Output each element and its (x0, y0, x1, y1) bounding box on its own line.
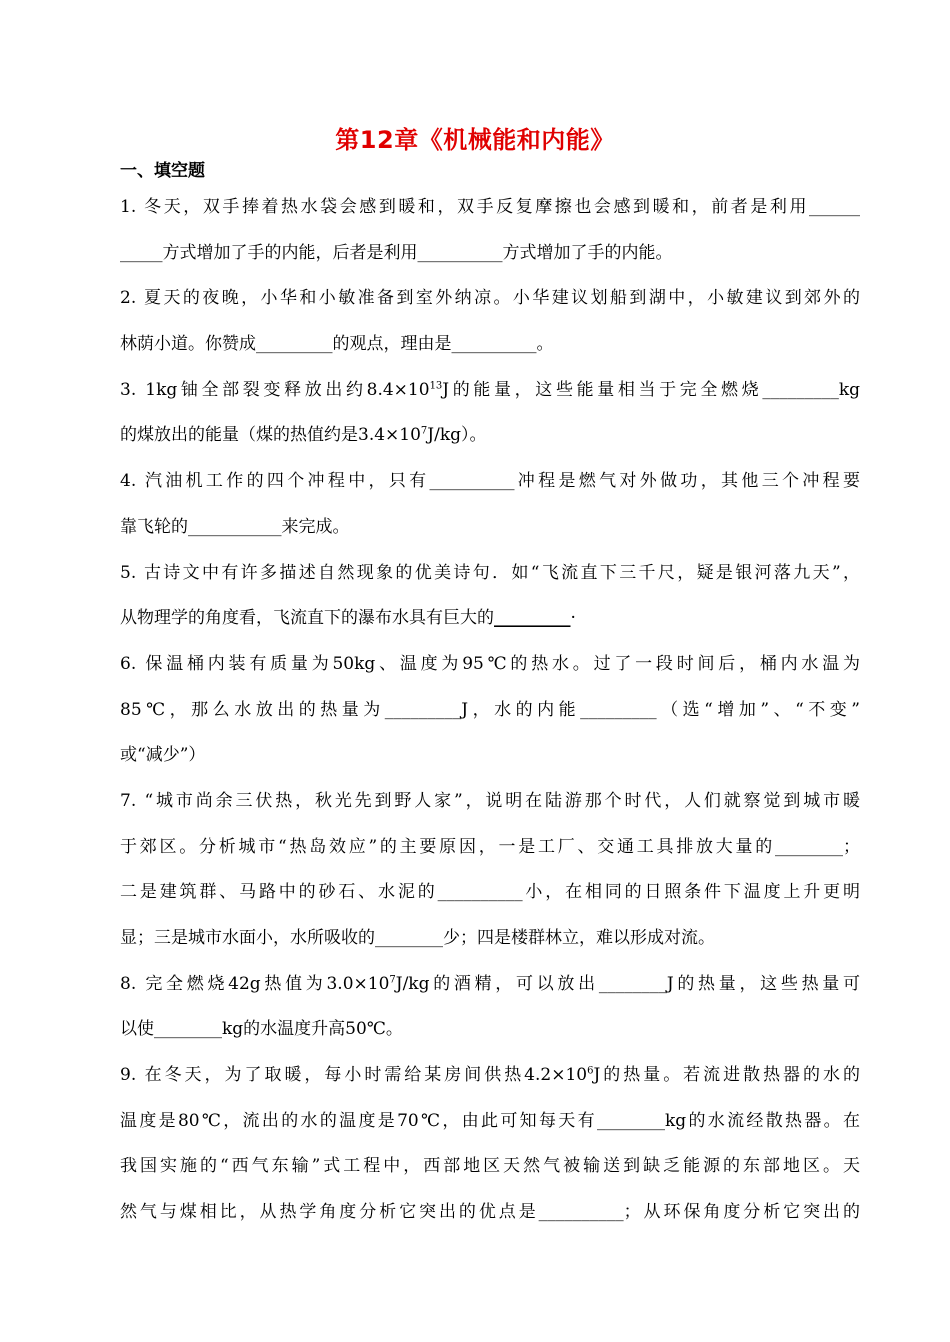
text-line-continuation: J的能量，这些能量相当于完全燃烧_________kg (442, 379, 860, 400)
answer-blank: _________ (494, 608, 571, 629)
text-line (120, 825, 860, 871)
exponent: 7 (389, 974, 396, 986)
text-line-content: 以使________kg的水温度升高50℃。 (120, 1019, 403, 1040)
text-line (120, 459, 860, 505)
text-line-content: 3. 1kg铀全部裂变释放出约8.4×10 (120, 379, 430, 400)
text-line (120, 551, 860, 597)
text-line-content: 85℃，那么水放出的热量为_________J，水的内能_________（选“增加”、“不变” (120, 699, 860, 720)
text-line (120, 596, 860, 642)
text-line (120, 870, 860, 916)
text-line (120, 1053, 860, 1099)
text-line-content: _____方式增加了手的内能，后者是利用__________方式增加了手的内能。 (120, 242, 673, 263)
page-title: 第12章《机械能和内能》 (335, 126, 615, 154)
text-line-continuation: J的热量。若流进散热器的水的 (593, 1065, 860, 1086)
text-line (120, 642, 860, 688)
text-line-content: 2. 夏天的夜晚，小华和小敏准备到室外纳凉。小华建议划船到湖中，小敏建议到郊外的 (120, 288, 860, 309)
text-line-content: 6. 保温桶内装有质量为50kg、温度为95℃的热水。过了一段时间后，桶内水温为 (120, 653, 860, 674)
text-line (120, 916, 860, 962)
text-line (120, 413, 860, 459)
text-line (120, 733, 860, 779)
text-line-content: 靠飞轮的___________来完成。 (120, 516, 350, 537)
text-line-content: 1. 冬天，双手捧着热水袋会感到暖和，双手反复摩擦也会感到暖和，前者是利用______ (120, 197, 860, 217)
exponent: 13 (429, 380, 443, 392)
text-line-content: 从物理学的角度看，飞流直下的瀑布水具有巨大的 (120, 608, 494, 629)
text-line (120, 688, 860, 734)
text-line-continuation: · (570, 608, 576, 629)
text-line-content: 显；三是城市水面小，水所吸收的________少；四是楼群林立，难以形成对流。 (120, 928, 715, 948)
text-line (120, 1190, 860, 1236)
text-line-content: 4. 汽油机工作的四个冲程中，只有__________冲程是燃气对外做功，其他三个冲程要 (120, 471, 860, 492)
text-line (120, 276, 860, 322)
text-line (120, 779, 860, 825)
text-line-content: 或“减少”） (120, 745, 206, 766)
text-line (120, 962, 860, 1008)
text-line-continuation: J/kg）。 (427, 425, 487, 446)
text-line (120, 231, 860, 277)
text-line-content: 7. “城市尚余三伏热，秋光先到野人家”，说明在陆游那个时代，人们就察觉到城市暖 (120, 790, 860, 811)
question-body (120, 185, 860, 1236)
text-line (120, 368, 860, 414)
section-heading: 一、填空题 (120, 161, 205, 181)
text-line-content: 9. 在冬天，为了取暖，每小时需给某房间供热4.2×10 (120, 1065, 588, 1086)
text-line-content: 温度是80℃，流出的水的温度是70℃，由此可知每天有________kg的水流经散热器。在 (120, 1110, 860, 1131)
text-line-content: 的煤放出的能量（煤的热值约是3.4×10 (120, 425, 421, 446)
text-line (120, 1007, 860, 1053)
exponent: 7 (420, 425, 428, 437)
text-line (120, 185, 860, 231)
text-line (120, 505, 860, 551)
text-line-content: 于郊区。分析城市“热岛效应”的主要原因，一是工厂、交通工具排放大量的________； (120, 836, 860, 857)
text-line-content: 林荫小道。你赞成_________的观点，理由是__________。 (120, 334, 554, 355)
text-line-content: 5. 古诗文中有许多描述自然现象的优美诗句．如“飞流直下三千尺，疑是银河落九天”， (120, 562, 860, 583)
text-line (120, 1099, 860, 1145)
text-line (120, 1144, 860, 1190)
exponent: 6 (587, 1065, 594, 1077)
text-line-content: 然气与煤相比，从热学角度分析它突出的优点是__________；从环保角度分析它突出的 (120, 1202, 860, 1223)
text-line-content: 8. 完全燃烧42g热值为3.0×10 (120, 973, 390, 994)
text-line-content: 我国实施的“西气东输”式工程中，西部地区天然气被输送到缺乏能源的东部地区。天 (120, 1156, 860, 1177)
text-line (120, 322, 860, 368)
text-line-content: 二是建筑群、马路中的砂石、水泥的__________小，在相同的日照条件下温度上升更明 (120, 882, 860, 903)
text-line-continuation: J/kg的酒精，可以放出________J的热量，这些热量可 (395, 973, 860, 994)
